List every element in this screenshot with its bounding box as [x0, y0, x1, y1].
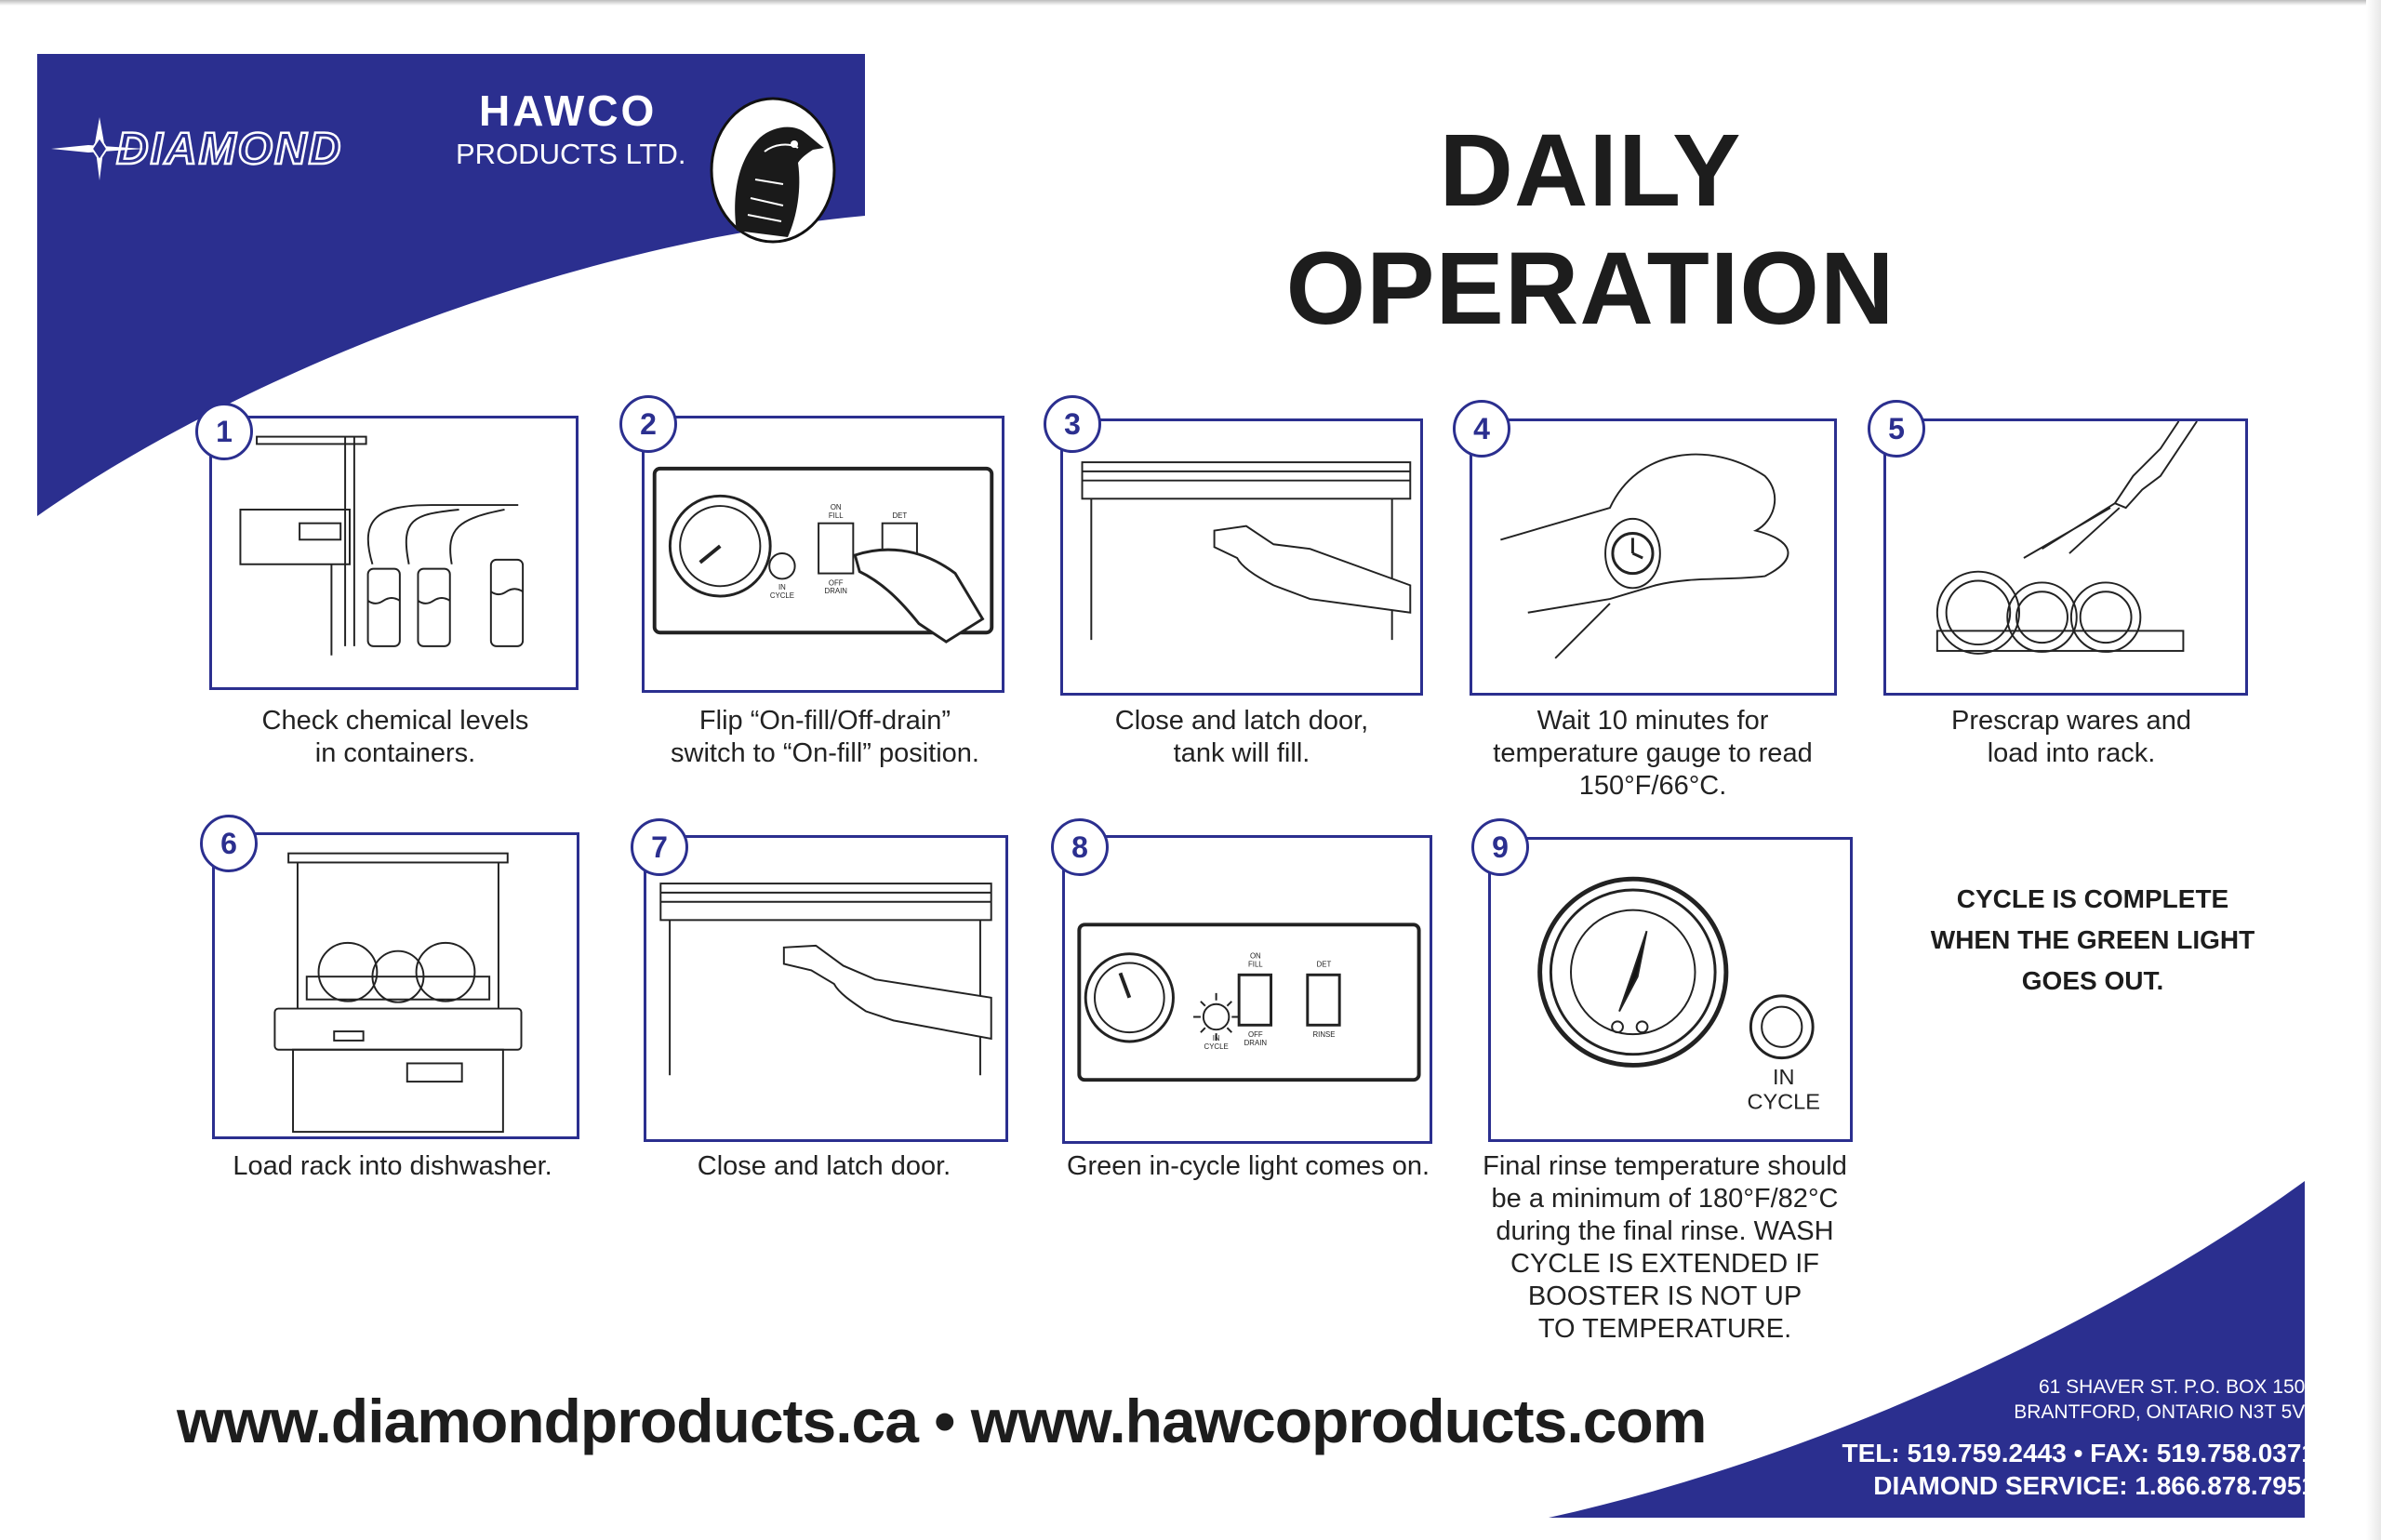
rinse-temperature-gauge-icon [1491, 840, 1850, 1139]
drain-label: DRAIN [824, 587, 847, 596]
step-8-caption [1053, 1150, 1443, 1183]
step-5-badge: 5 [1868, 400, 1925, 458]
company-subtitle: PRODUCTS LTD. [456, 138, 686, 170]
step-7-badge: 7 [631, 818, 688, 876]
caption-line: Final rinse temperature should [1483, 1151, 1847, 1181]
rinse-label: RINSE [1312, 1030, 1336, 1040]
fill-label: FILL [1247, 960, 1263, 969]
step-2-illustration [642, 416, 1004, 693]
latch-door-hand-icon [646, 838, 1005, 1139]
on-label: ON [830, 502, 842, 511]
caption-line: temperature gauge to read [1493, 738, 1813, 768]
caption-line: Wait 10 minutes for [1536, 706, 1769, 736]
cycle-label: CYCLE [1204, 1042, 1229, 1051]
note-line: WHEN THE GREEN LIGHT [1930, 925, 2255, 954]
caption-line: during the final rinse. WASH [1496, 1216, 1834, 1246]
step-1-illustration [209, 416, 579, 690]
caption-line: be a minimum of 180°F/82°C [1491, 1184, 1839, 1214]
scan-right-edge [2366, 0, 2381, 1540]
det-label: DET [1316, 960, 1332, 969]
company-name: HAWCO [479, 86, 658, 135]
load-rack-dishwasher-icon [215, 835, 577, 1136]
step-7-illustration [644, 835, 1008, 1142]
caption-line: Check chemical levels [261, 706, 529, 736]
note-line: CYCLE IS COMPLETE [1956, 884, 2229, 913]
chemical-containers-icon [212, 418, 576, 687]
diamond-logo [51, 112, 423, 186]
caption-line: in containers. [314, 738, 476, 768]
caption-line: switch to “On-fill” position. [671, 738, 979, 768]
step-6-illustration [212, 832, 579, 1139]
caption-line: 150°F/66°C. [1578, 771, 1727, 801]
in-label: IN [778, 583, 786, 592]
step-9-badge: 9 [1471, 818, 1529, 876]
caption-line: Close and latch door. [697, 1151, 951, 1181]
step-4-caption [1457, 705, 1848, 803]
caption-line: CYCLE IS EXTENDED IF [1510, 1249, 1819, 1279]
address-line-2: BRANTFORD, ONTARIO N3T 5V6 [2014, 1401, 2316, 1423]
step-2-badge: 2 [619, 395, 677, 453]
step-1-caption [200, 705, 591, 770]
step-1-badge: 1 [195, 403, 253, 460]
caption-line: tank will fill. [1173, 738, 1310, 768]
caption-line: Prescrap wares and [1951, 706, 2191, 736]
caption-line: Flip “On-fill/Off-drain” [698, 706, 951, 736]
drain-label: DRAIN [1244, 1038, 1268, 1047]
cycle-complete-note [1888, 879, 2297, 1002]
step-4-badge: 4 [1453, 400, 1510, 458]
caption-line: Close and latch door, [1114, 706, 1369, 736]
step-8-badge: 8 [1051, 818, 1109, 876]
off-label: OFF [828, 578, 844, 588]
step-3-caption [1046, 705, 1437, 770]
step-9-caption [1470, 1150, 1860, 1346]
on-label: ON [1249, 951, 1261, 961]
caption-line: TO TEMPERATURE. [1537, 1314, 1792, 1344]
phone-fax-line: TEL: 519.759.2443 • FAX: 519.758.0371 [1842, 1439, 2316, 1467]
caption-line: Load rack into dishwasher. [233, 1151, 552, 1181]
off-label: OFF [1247, 1030, 1263, 1040]
step-3-badge: 3 [1044, 395, 1101, 453]
step-2-caption [630, 705, 1020, 770]
in-cycle-label: IN [1772, 1065, 1795, 1090]
caption-line: load into rack. [1987, 738, 2156, 768]
caption-line: BOOSTER IS NOT UP [1527, 1281, 1802, 1311]
hawk-logo [709, 96, 837, 245]
step-6-caption [197, 1150, 588, 1183]
step-7-caption [629, 1150, 1019, 1183]
close-door-hand-icon [1063, 421, 1420, 693]
service-line: DIAMOND SERVICE: 1.866.878.7951 [1873, 1471, 2316, 1500]
in-label: IN [1212, 1033, 1220, 1042]
website-urls: www.diamondproducts.ca • www.hawcoproducts.com [177, 1387, 1707, 1455]
step-5-illustration [1883, 418, 2248, 696]
caption-line: Green in-cycle light comes on. [1066, 1151, 1430, 1181]
wristwatch-icon [1472, 421, 1834, 693]
control-panel-switch-icon [645, 418, 1002, 690]
note-line: GOES OUT. [2021, 966, 2164, 995]
step-6-badge: 6 [200, 815, 258, 872]
in-cycle-light-panel-icon [1065, 838, 1430, 1141]
step-5-caption [1876, 705, 2267, 770]
step-8-illustration [1062, 835, 1432, 1144]
step-3-illustration [1060, 418, 1423, 696]
cycle-label: CYCLE [769, 591, 794, 601]
step-4-illustration [1470, 418, 1837, 696]
step-9-illustration [1488, 837, 1853, 1142]
fill-label: FILL [828, 511, 844, 520]
diamond-wordmark: DIAMOND [116, 125, 343, 174]
det-label: DET [892, 511, 908, 520]
prescrap-spray-icon [1886, 421, 2245, 693]
page-title: DAILY OPERATION [1285, 113, 1895, 346]
in-cycle-label: CYCLE [1747, 1089, 1820, 1114]
address-line-1: 61 SHAVER ST. P.O. BOX 1507 [2038, 1376, 2316, 1398]
